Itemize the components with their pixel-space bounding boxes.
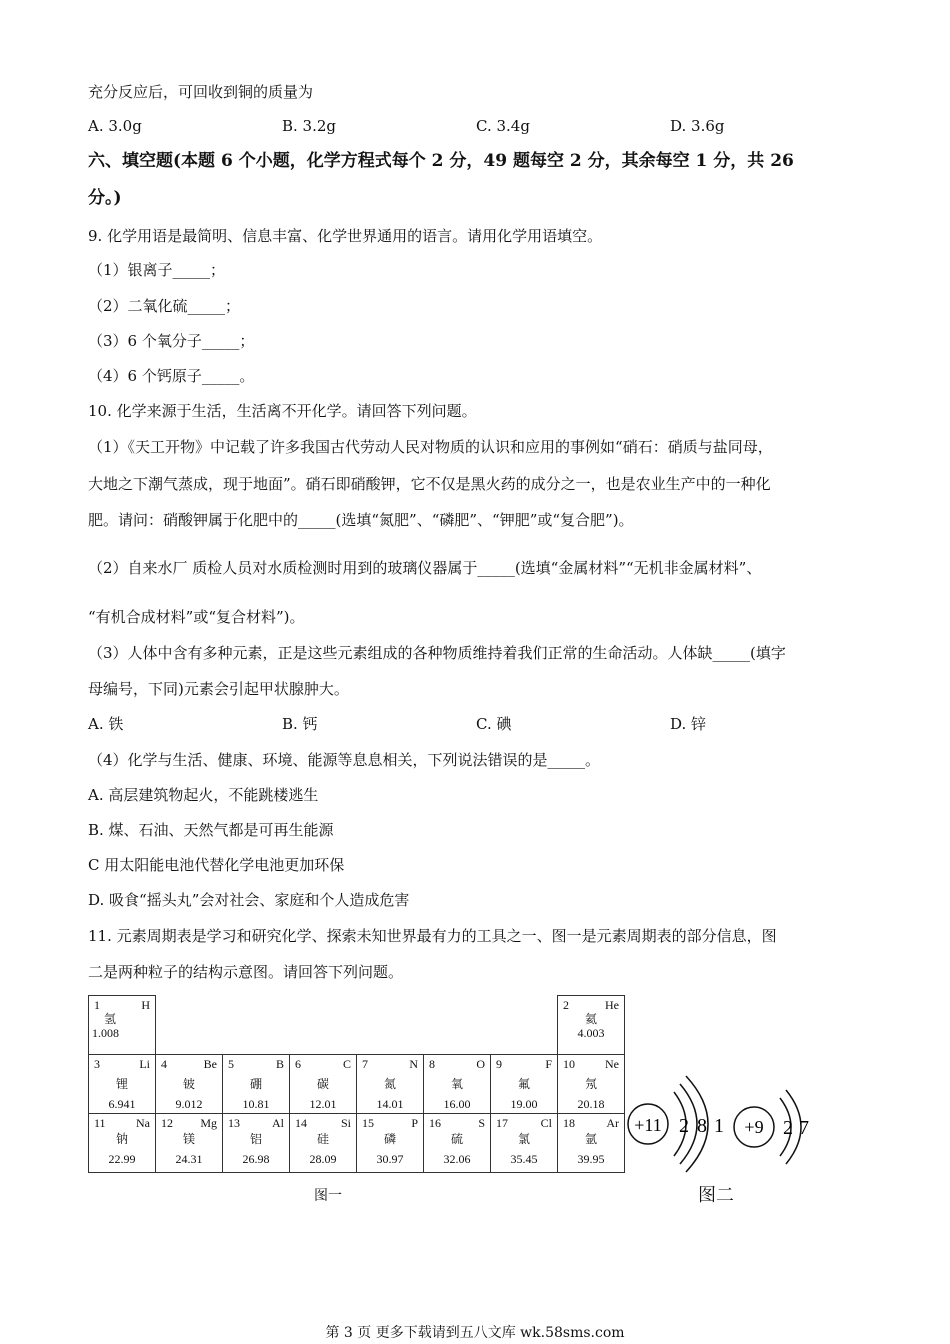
- nucleus-charge: +11: [634, 1115, 662, 1135]
- option-b: B. 3.2g: [282, 117, 337, 135]
- question-9-2: （2）二氧化硫_____；: [88, 297, 241, 315]
- element-cell: 12 Mg 镁 24.31: [156, 1113, 223, 1172]
- option-d: D. 锌: [670, 715, 707, 733]
- table-gap: [156, 996, 558, 1055]
- element-cell: 13 Al 铝 26.98: [223, 1113, 290, 1172]
- question-9-3: （3）6 个氧分子_____；: [88, 332, 255, 350]
- element-cell-h: 1 H 氢 1.008: [89, 996, 156, 1055]
- option-d: D. 3.6g: [670, 117, 725, 135]
- atom-f-diagram: [734, 1090, 809, 1164]
- question-10-4-d: D. 吸食“摇头丸”会对社会、家庭和个人造成危害: [88, 891, 410, 909]
- element-cell-he: 2 He 氦 4.003: [558, 996, 625, 1055]
- question-10-1c: 肥。请问：硝酸钾属于化肥中的_____(选填“氮肥”、“磷肥”、“钾肥”或“复合肥”)。: [88, 511, 634, 529]
- element-cell: 14 Si 硅 28.09: [290, 1113, 357, 1172]
- table-row: [89, 1113, 625, 1172]
- element-cell: 18 Ar 氩 39.95: [558, 1113, 625, 1172]
- question-10-4-b: B. 煤、石油、天然气都是可再生能源: [88, 821, 334, 839]
- text-line: 充分反应后，可回收到铜的质量为: [88, 83, 314, 101]
- question-10-3b: 母编号，下同)元素会引起甲状腺肿大。: [88, 680, 349, 698]
- shell-electrons: 2: [783, 1117, 793, 1139]
- element-cell: 4 Be 铍 9.012: [156, 1054, 223, 1113]
- question-10-1b: 大地之下潮气蒸成，现于地面”。硝石即硝酸钾，它不仅是黑火药的成分之一，也是农业生产中的一种化: [88, 475, 771, 493]
- element-cell: 11 Na 钠 22.99: [89, 1113, 156, 1172]
- question-10-4-c: C 用太阳能电池代替化学电池更加环保: [88, 856, 345, 874]
- option-c: C. 碘: [476, 715, 512, 733]
- periodic-table: [88, 995, 625, 1173]
- question-10-4: （4）化学与生活、健康、环境、能源等息息相关，下列说法错误的是_____。: [88, 751, 601, 769]
- table-row: [89, 1054, 625, 1113]
- shell-electrons: 1: [714, 1115, 724, 1137]
- element-cell: 7 N 氮 14.01: [357, 1054, 424, 1113]
- element-cell: 15 P 磷 30.97: [357, 1113, 424, 1172]
- element-cell: 17 Cl 氯 35.45: [491, 1113, 558, 1172]
- page-footer: 第 3 页 更多下载请到五八文库 wk.58sms.com: [325, 1325, 625, 1341]
- question-9-1: （1）银离子_____；: [88, 261, 226, 279]
- option-b: B. 钙: [282, 715, 318, 733]
- element-cell: 10 Ne 氖 20.18: [558, 1054, 625, 1113]
- shell-electrons: 7: [799, 1117, 809, 1139]
- option-a: A. 3.0g: [88, 117, 142, 135]
- section-title: 六、填空题(本题 6 个小题，化学方程式每个 2 分，49 题每空 2 分，其余每空 1 分，共 26: [88, 151, 794, 171]
- question-10-3a: （3）人体中含有多种元素，正是这些元素组成的各种物质维持着我们正常的生命活动。人体缺_____(填字: [88, 644, 786, 662]
- figure-2-caption: 图二: [698, 1185, 734, 1206]
- option-c: C. 3.4g: [476, 117, 530, 135]
- element-cell: 6 C 碳 12.01: [290, 1054, 357, 1113]
- section-title-cont: 分。): [88, 188, 122, 208]
- figure-1-caption: 图一: [314, 1188, 342, 1204]
- question-11b: 二是两种粒子的结构示意图。请回答下列问题。: [88, 963, 404, 981]
- question-9: 9. 化学用语是最简明、信息丰富、化学世界通用的语言。请用化学用语填空。: [88, 227, 603, 245]
- question-10-2a: （2）自来水厂 质检人员对水质检测时用到的玻璃仪器属于_____(选填“金属材料”“无机非金属材料”、: [88, 559, 762, 577]
- question-10-4-a: A. 高层建筑物起火，不能跳楼逃生: [88, 786, 319, 804]
- question-10-1a: （1）《天工开物》中记载了许多我国古代劳动人民对物质的认识和应用的事例如“硝石：硝质与盐同母，: [88, 438, 773, 456]
- element-cell: 5 B 硼 10.81: [223, 1054, 290, 1113]
- atom-structure-diagram: [618, 1070, 818, 1180]
- shell-electrons: 8: [697, 1115, 707, 1137]
- nucleus-charge: +9: [744, 1117, 764, 1137]
- element-cell: 3 Li 锂 6.941: [89, 1054, 156, 1113]
- element-cell: 9 F 氟 19.00: [491, 1054, 558, 1113]
- element-cell: 16 S 硫 32.06: [424, 1113, 491, 1172]
- table-row: [89, 996, 625, 1055]
- element-cell: 8 O 氧 16.00: [424, 1054, 491, 1113]
- question-9-4: （4）6 个钙原子_____。: [88, 367, 255, 385]
- option-a: A. 铁: [88, 715, 124, 733]
- shell-electrons: 2: [679, 1115, 689, 1137]
- question-10-2b: “有机合成材料”或“复合材料”)。: [88, 608, 305, 626]
- question-11a: 11. 元素周期表是学习和研究化学、探索未知世界最有力的工具之一、图一是元素周期表的部分信息，图: [88, 927, 777, 945]
- atom-na-diagram: [628, 1076, 724, 1172]
- question-10: 10. 化学来源于生活，生活离不开化学。请回答下列问题。: [88, 402, 477, 420]
